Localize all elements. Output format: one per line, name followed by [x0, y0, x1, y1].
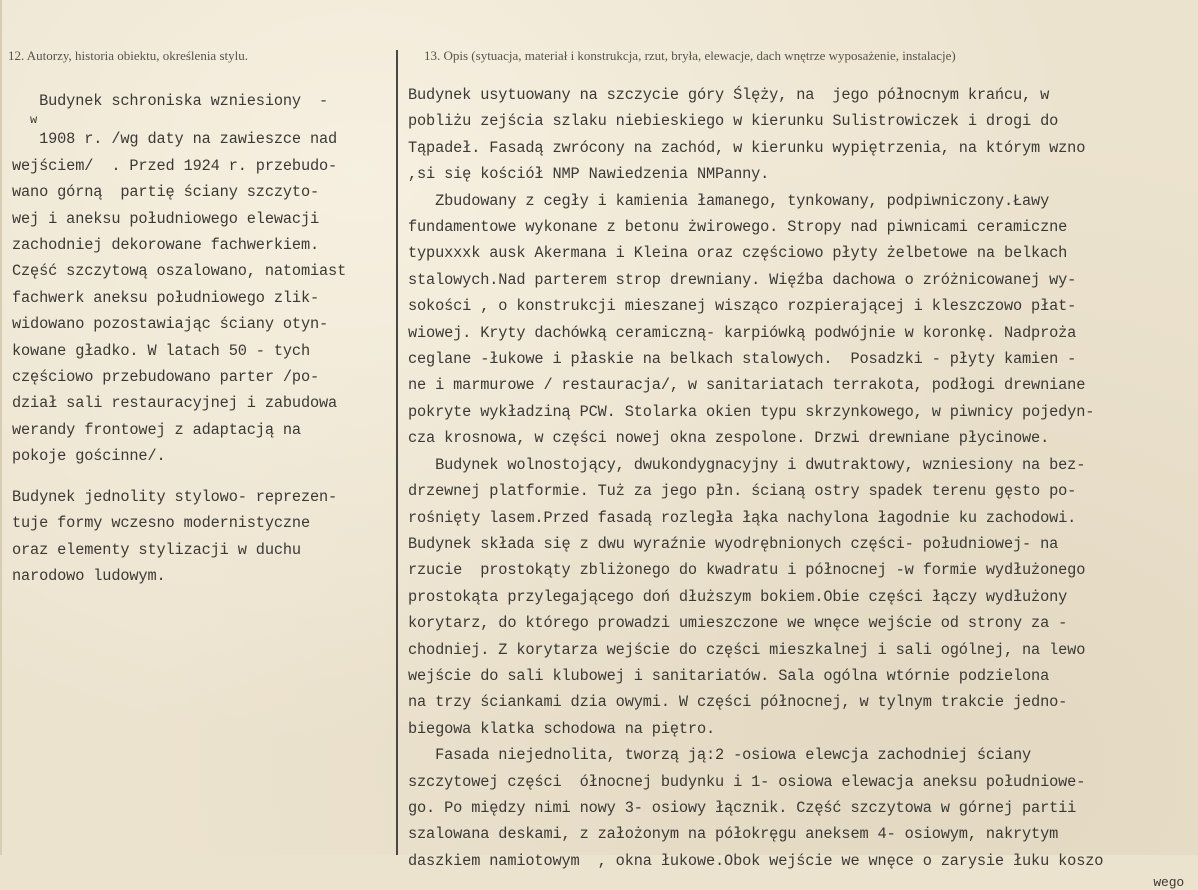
text-line: fundamentowe wykonane z betonu żwirowego. Stropy nad piwnicami ceramiczne	[408, 218, 1068, 237]
text-line: pokoje gościnne/.	[12, 447, 166, 466]
text-line: 1908 r. /wg daty na zawieszce nad	[12, 130, 338, 149]
text-line: wano górną partię ściany szczyto-	[12, 183, 320, 202]
text-line: kowane gładko. W latach 50 - tych	[12, 341, 310, 360]
text-line: rośnięty lasem.Przed fasadą rozległa łąka nachylona łagodnie ku zachodowi.	[408, 508, 1077, 527]
text-line: pokryte wykładziną PCW. Stolarka okien typu skrzynkowego, w piwnicy pojedyn-	[408, 402, 1095, 421]
text-line: biegowa klatka schodowa na piętro.	[408, 719, 716, 738]
text-line: rzucie prostokąty zbliżonego do kwadratu i północnej -w formie wydłużonego	[408, 561, 1086, 580]
text-line: sokości , o konstrukcji mieszanej wisząco rozpierającej i kleszczowo płat-	[408, 297, 1077, 316]
header-left-field-label: 12. Autorzy, historia obiektu, określenia stylu.	[8, 48, 248, 63]
text-line: w	[30, 113, 38, 128]
text-line: ceglane -łukowe i płaskie na belkach stalowych. Posadzki - płyty kamien -	[408, 350, 1077, 369]
text-line: oraz elementy stylizacji w duchu	[12, 540, 301, 559]
text-line: go. Po między nimi nowy 3- osiowy łącznik. Część szczytowa w górnej partii	[408, 798, 1077, 817]
text-line: Część szczytową oszalowano, natomiast	[12, 262, 347, 281]
text-line: widowano pozostawiając ściany otyn-	[12, 315, 329, 334]
text-line: dział sali restauracyjnej i zabudowa	[12, 394, 338, 413]
text-line: wejściem/ . Przed 1924 r. przebudo-	[12, 156, 338, 175]
text-line: Budynek składa się z dwu wyraźnie wyodrębnionych części- południowej- na	[408, 534, 1059, 553]
text-line: częściowo przebudowano parter /po-	[12, 368, 320, 387]
page-edge	[0, 0, 2, 855]
text-line: Budynek usytuowany na szczycie góry Ślęży, na jego północnym krańcu, w	[408, 86, 1050, 104]
paragraph-gap	[12, 470, 400, 484]
text-line: narodowo ludowym.	[12, 566, 166, 585]
text-line: Fasada niejednolita, tworzą ją:2 -osiowa elewcja zachodniej ściany	[408, 746, 1032, 765]
right-column-description	[408, 82, 1198, 890]
text-line: Tąpadeł. Fasadą zwrócony na zachód, w kierunku wypiętrzenia, na którym wzno	[408, 138, 1086, 157]
history-paragraph	[12, 88, 400, 470]
text-line: fachwerk aneksu południowego zlik-	[12, 288, 320, 307]
text-line: werandy frontowej z adaptacją na	[12, 420, 301, 439]
text-line: stalowych.Nad parterem strop drewniany. Więźba dachowa o zróżnicowanej wy-	[408, 270, 1077, 289]
text-line: tuje formy wczesno modernistyczne	[12, 514, 310, 533]
left-column-history	[12, 88, 400, 589]
header-right-field-label: 13. Opis (sytuacja, materiał i konstrukcja, rzut, bryła, elewacje, dach wnętrze wyposażenie, instalacje)	[424, 48, 956, 63]
text-line: chodniej. Z korytarza wejście do części mieszkalnej i sali ogólnej, na lewo	[408, 640, 1086, 659]
text-line: prostokąta przylegającego doń dłuższym bokiem.Obie części łączy wydłużony	[408, 587, 1068, 606]
text-line: typuxxxk ausk Akermana i Kleina oraz częściowo płyty żelbetowe na belkach	[408, 244, 1068, 263]
text-line: Budynek jednolity stylowo- reprezen-	[12, 487, 338, 506]
text-line: Budynek wolnostojący, dwukondygnacyjny i dwutraktowy, wzniesiony na bez-	[408, 455, 1086, 474]
text-line: na trzy ściankami dzia owymi. W części północnej, w tylnym trakcie jedno-	[408, 693, 1068, 712]
text-line: wej i aneksu południowego elewacji	[12, 209, 320, 228]
text-line: szalowana deskami, z założonym na półokręgu aneksem 4- osiowym, nakrytym	[408, 825, 1059, 844]
text-line: pobliżu zejścia szlaku niebieskiego w kierunku Sulistrowiczek i drogi do	[408, 112, 1059, 131]
text-line: zachodniej dekorowane fachwerkiem.	[12, 236, 320, 255]
text-line: ne i marmurowe / restauracja/, w sanitariatach terrakota, podłogi drewniane	[408, 376, 1086, 395]
trailing-fragment: wego	[1153, 875, 1184, 890]
style-paragraph	[12, 484, 400, 590]
text-line: Zbudowany z cegły i kamienia łamanego, tynkowany, podpiwniczony.Ławy	[408, 191, 1050, 210]
text-line: korytarz, do którego prowadzi umieszczone we wnęce wejście od strony za -	[408, 614, 1068, 633]
text-line: ,si się kościół NMP Nawiedzenia NMPanny.	[408, 165, 770, 184]
text-line: daszkiem namiotowym , okna łukowe.Obok wejście we wnęce o zarysie łuku koszo	[408, 851, 1104, 870]
text-line: wejście do sali klubowej i sanitariatów. Sala ogólna wtórnie podzielona	[408, 666, 1050, 685]
text-line: szczytowej części ółnocnej budynku i 1- osiowa elewacja aneksu południowe-	[408, 772, 1086, 791]
text-line: drzewnej platformie. Tuż za jego płn. ścianą ostry spadek terenu gęsto po-	[408, 482, 1077, 501]
text-line: cza krosnowa, w części nowej okna zespolone. Drzwi drewniane płycinowe.	[408, 429, 1050, 448]
text-line: wiowej. Kryty dachówką ceramiczną- karpiówką podwójnie w koronkę. Nadproża	[408, 323, 1077, 342]
description-text	[408, 82, 1198, 874]
text-line: Budynek schroniska wzniesiony -	[12, 92, 329, 110]
